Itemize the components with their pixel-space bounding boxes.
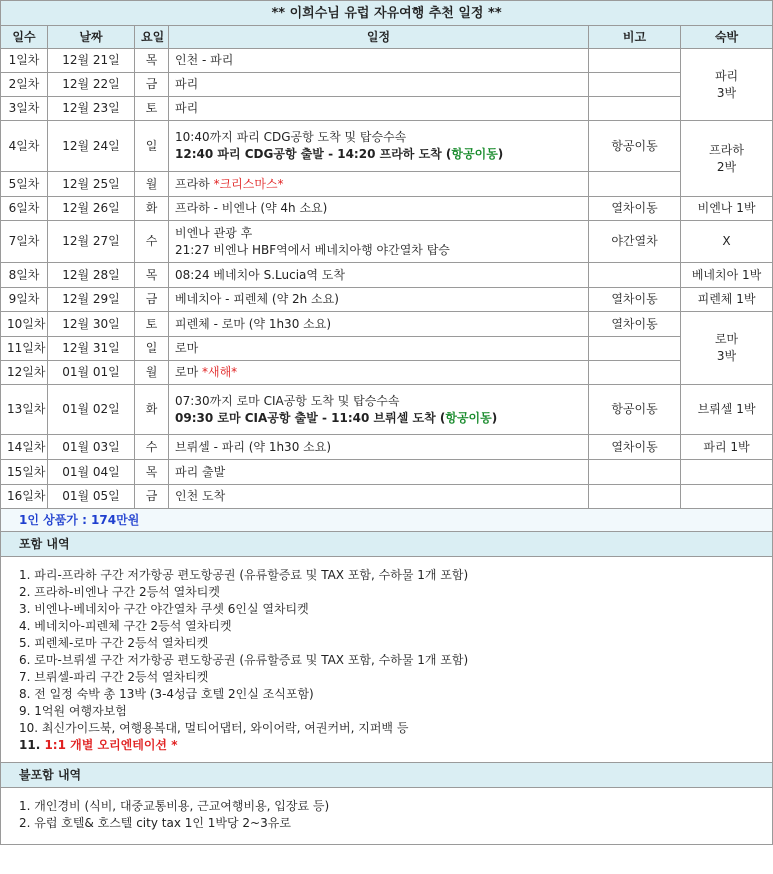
table-row	[1, 385, 773, 435]
list-item: 3. 비엔나-베네치아 구간 야간열차 쿠셋 6인실 열차티켓	[19, 602, 309, 616]
weekday-cell: 일	[135, 337, 169, 361]
date-cell: 12월 24일	[48, 121, 135, 172]
table-row	[1, 460, 773, 485]
table-row	[1, 288, 773, 312]
note-cell: 열차이동	[589, 435, 681, 460]
note-cell	[589, 263, 681, 288]
note-cell	[589, 337, 681, 361]
stay-cell: 비엔나 1박	[681, 197, 773, 221]
weekday-cell: 수	[135, 221, 169, 263]
weekday-cell: 토	[135, 312, 169, 337]
list-item: 6. 로마-브뤼셀 구간 저가항공 편도항공권 (유류할증료 및 TAX 포함, 수하물 1개 포함)	[19, 653, 469, 667]
date-cell: 12월 31일	[48, 337, 135, 361]
list-item: 7. 브뤼셀-파리 구간 2등석 열차티켓	[19, 670, 209, 684]
plan-cell: 프라하 - 비엔나 (약 4h 소요)	[169, 197, 589, 221]
table-row	[1, 97, 773, 121]
stay-cell	[681, 460, 773, 485]
stay-cell: 파리 1박	[681, 435, 773, 460]
table-row	[1, 73, 773, 97]
table-header-row	[1, 26, 773, 49]
note-cell	[589, 361, 681, 385]
plan-text: 로마	[175, 365, 202, 379]
note-cell: 열차이동	[589, 288, 681, 312]
note-cell: 야간열차	[589, 221, 681, 263]
plan-cell: 브뤼셀 - 파리 (약 1h30 소요)	[169, 435, 589, 460]
day-cell: 15일차	[1, 460, 48, 485]
weekday-cell: 목	[135, 460, 169, 485]
plan-cell: 08:24 베네치아 S.Lucia역 도착	[169, 263, 589, 288]
table-row	[1, 221, 773, 263]
plan-cell	[169, 361, 589, 385]
date-cell: 12월 21일	[48, 49, 135, 73]
day-cell: 6일차	[1, 197, 48, 221]
header-date: 날짜	[48, 26, 135, 49]
weekday-cell: 화	[135, 197, 169, 221]
list-item: 10. 최신가이드북, 여행용복대, 멀티어댑터, 와이어락, 여권커버, 지퍼백 등	[19, 721, 409, 735]
header-plan: 일정	[169, 26, 589, 49]
stay-cell: 브뤼셀 1박	[681, 385, 773, 435]
list-item: 8. 전 일정 숙박 총 13박 (3-4성급 호텔 2인실 조식포함)	[19, 687, 314, 701]
date-cell: 12월 28일	[48, 263, 135, 288]
plan-cell: 로마	[169, 337, 589, 361]
list-item: 2. 유럽 호텔& 호스텔 city tax 1인 1박당 2~3유로	[19, 816, 291, 830]
plan-cell: 피렌체 - 로마 (약 1h30 소요)	[169, 312, 589, 337]
list-item: 4. 베네치아-피렌체 구간 2등석 열차티켓	[19, 619, 232, 633]
table-row	[1, 172, 773, 197]
day-cell: 12일차	[1, 361, 48, 385]
weekday-cell: 일	[135, 121, 169, 172]
plan-cell: 파리	[169, 73, 589, 97]
plan-cell: 인천 도착	[169, 485, 589, 509]
header-note: 비고	[589, 26, 681, 49]
note-cell	[589, 485, 681, 509]
plan-cell: 파리 출발	[169, 460, 589, 485]
plan-line-2	[175, 146, 582, 163]
weekday-cell: 화	[135, 385, 169, 435]
date-cell: 01월 03일	[48, 435, 135, 460]
included-title: 포함 내역	[1, 532, 773, 557]
holiday-tag: *크리스마스*	[213, 176, 284, 191]
weekday-cell: 월	[135, 361, 169, 385]
date-cell: 12월 30일	[48, 312, 135, 337]
list-item-text: 1:1 개별 오리엔테이션 *	[44, 738, 178, 752]
date-cell: 12월 29일	[48, 288, 135, 312]
note-cell	[589, 460, 681, 485]
stay-cell-rome: 로마 3박	[681, 312, 773, 385]
list-item: 1. 파리-프라하 구간 저가항공 편도항공권 (유류할증료 및 TAX 포함, 수하물 1개 포함)	[19, 568, 469, 582]
excluded-list	[1, 788, 773, 845]
date-cell: 12월 26일	[48, 197, 135, 221]
date-cell: 12월 23일	[48, 97, 135, 121]
plan-cell: 인천 - 파리	[169, 49, 589, 73]
table-row	[1, 361, 773, 385]
plan-text: 12:40 파리 CDG공항 출발 - 14:20 프라하 도착 (	[175, 147, 452, 161]
header-day: 일수	[1, 26, 48, 49]
header-weekday: 요일	[135, 26, 169, 49]
table-row	[1, 312, 773, 337]
day-cell: 16일차	[1, 485, 48, 509]
list-item: 1. 개인경비 (식비, 대중교통비용, 근교여행비용, 입장료 등)	[19, 799, 330, 813]
plan-line-1: 비엔나 관광 후	[175, 225, 253, 240]
weekday-cell: 토	[135, 97, 169, 121]
table-row	[1, 485, 773, 509]
weekday-cell: 금	[135, 73, 169, 97]
stay-cell-prague: 프라하 2박	[681, 121, 773, 197]
list-item: 2. 프라하-비엔나 구간 2등석 열차티켓	[19, 585, 220, 599]
plan-text: 09:30 로마 CIA공항 출발 - 11:40 브뤼셀 도착 (	[175, 410, 446, 425]
plan-text-end: )	[491, 410, 498, 425]
transport-tag: 항공이동	[451, 147, 498, 161]
plan-cell	[169, 172, 589, 197]
day-cell: 1일차	[1, 49, 48, 73]
plan-line-2	[175, 410, 582, 427]
day-cell: 8일차	[1, 263, 48, 288]
day-cell: 3일차	[1, 97, 48, 121]
note-cell: 열차이동	[589, 312, 681, 337]
plan-cell	[169, 385, 589, 435]
weekday-cell: 목	[135, 263, 169, 288]
date-cell: 12월 22일	[48, 73, 135, 97]
weekday-cell: 목	[135, 49, 169, 73]
stay-cell: 베네치아 1박	[681, 263, 773, 288]
plan-cell: 파리	[169, 97, 589, 121]
header-stay: 숙박	[681, 26, 773, 49]
table-row	[1, 49, 773, 73]
list-item: 9. 1억원 여행자보험	[19, 704, 127, 718]
plan-text-end: )	[497, 147, 504, 161]
table-row	[1, 263, 773, 288]
note-cell: 항공이동	[589, 385, 681, 435]
day-cell: 13일차	[1, 385, 48, 435]
date-cell: 12월 27일	[48, 221, 135, 263]
day-cell: 14일차	[1, 435, 48, 460]
transport-tag: 항공이동	[445, 410, 492, 425]
day-cell: 7일차	[1, 221, 48, 263]
day-cell: 9일차	[1, 288, 48, 312]
day-cell: 2일차	[1, 73, 48, 97]
day-cell: 4일차	[1, 121, 48, 172]
table-row	[1, 197, 773, 221]
date-cell: 01월 01일	[48, 361, 135, 385]
note-cell	[589, 73, 681, 97]
stay-cell-paris: 파리 3박	[681, 49, 773, 121]
note-cell	[589, 49, 681, 73]
weekday-cell: 월	[135, 172, 169, 197]
list-item-number: 11.	[19, 738, 45, 752]
plan-line-1: 10:40까지 파리 CDG공항 도착 및 탑승수속	[175, 130, 407, 144]
plan-cell	[169, 221, 589, 263]
date-cell: 12월 25일	[48, 172, 135, 197]
plan-cell	[169, 121, 589, 172]
note-cell: 열차이동	[589, 197, 681, 221]
table-row	[1, 435, 773, 460]
included-list	[1, 557, 773, 763]
day-cell: 11일차	[1, 337, 48, 361]
note-cell: 항공이동	[589, 121, 681, 172]
day-cell: 10일차	[1, 312, 48, 337]
table-row	[1, 121, 773, 172]
plan-cell: 베네치아 - 피렌체 (약 2h 소요)	[169, 288, 589, 312]
weekday-cell: 금	[135, 485, 169, 509]
price-label: 1인 상품가 : 174만원	[1, 509, 773, 532]
excluded-title: 불포함 내역	[1, 763, 773, 788]
plan-line-2: 21:27 비엔나 HBF역에서 베네치아행 야간열차 탑승	[175, 242, 450, 257]
list-item-highlight	[19, 737, 754, 754]
day-cell: 5일차	[1, 172, 48, 197]
plan-line-1: 07:30까지 로마 CIA공항 도착 및 탑승수속	[175, 393, 400, 408]
table-row	[1, 337, 773, 361]
date-cell: 01월 05일	[48, 485, 135, 509]
date-cell: 01월 02일	[48, 385, 135, 435]
stay-cell: X	[681, 221, 773, 263]
stay-cell: 피렌체 1박	[681, 288, 773, 312]
weekday-cell: 수	[135, 435, 169, 460]
weekday-cell: 금	[135, 288, 169, 312]
holiday-tag: *새해*	[202, 365, 238, 379]
stay-cell	[681, 485, 773, 509]
date-cell: 01월 04일	[48, 460, 135, 485]
list-item: 5. 피렌체-로마 구간 2등석 열차티켓	[19, 636, 209, 650]
note-cell	[589, 97, 681, 121]
plan-text: 프라하	[175, 176, 214, 191]
page-title: ** 이희수님 유럽 자유여행 추천 일정 **	[1, 1, 773, 26]
note-cell	[589, 172, 681, 197]
